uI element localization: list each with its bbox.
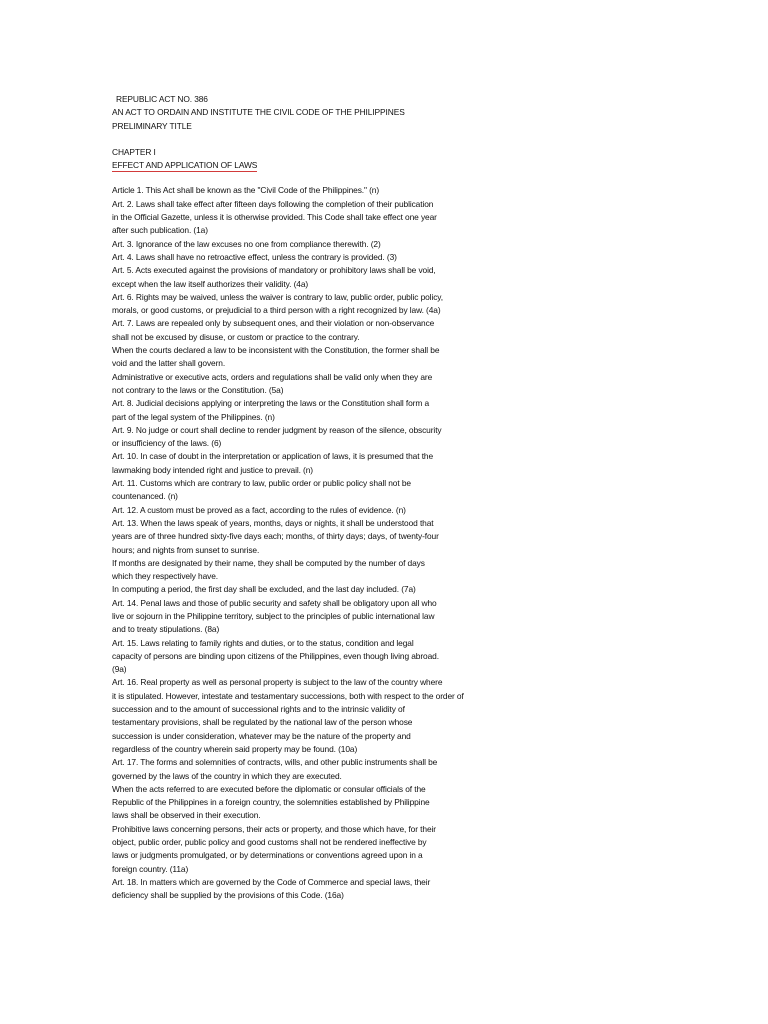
chapter-label: CHAPTER I <box>112 146 156 157</box>
text-line: or insufficiency of the laws. (6) <box>112 438 222 449</box>
text-line: governed by the laws of the country in which they are executed. <box>112 770 342 781</box>
text-line: except when the law itself authorizes their validity. (4a) <box>112 278 309 289</box>
text-line: after such publication. (1a) <box>112 225 208 236</box>
text-line: Prohibitive laws concerning persons, their acts or property, and those which have, for their <box>112 823 436 834</box>
text-line: years are of three hundred sixty-five days each; months, of thirty days; days, of twenty-four <box>112 531 439 542</box>
text-line: morals, or good customs, or prejudicial to a third person with a right recognized by law. (4a) <box>112 305 441 316</box>
text-line: Art. 7. Laws are repealed only by subsequent ones, and their violation or non-observance <box>112 318 435 329</box>
text-line: Art. 17. The forms and solemnities of contracts, wills, and other public instruments shall be <box>112 757 438 768</box>
text-line: object, public order, public policy and good customs shall not be rendered ineffective by <box>112 837 427 848</box>
text-line: capacity of persons are binding upon citizens of the Philippines, even though living abroad. <box>112 650 439 661</box>
text-line: Article 1. This Act shall be known as the "Civil Code of the Philippines." (n) <box>112 185 380 196</box>
text-line: Art. 9. No judge or court shall decline to render judgment by reason of the silence, obscurity <box>112 424 442 435</box>
act-title: AN ACT TO ORDAIN AND INSTITUTE THE CIVIL CODE OF THE PHILIPPINES <box>112 107 405 118</box>
text-line: If months are designated by their name, they shall be computed by the number of days <box>112 557 425 568</box>
text-line: succession is under consideration, whatever may be the nature of the property and <box>112 730 411 741</box>
text-line: Art. 14. Penal laws and those of public security and safety shall be obligatory upon all who <box>112 597 437 608</box>
text-line: When the courts declared a law to be inconsistent with the Constitution, the former shall be <box>112 345 440 356</box>
text-line: and to treaty stipulations. (8a) <box>112 624 220 635</box>
act-number: REPUBLIC ACT NO. 386 <box>116 94 208 104</box>
text-line: in the Official Gazette, unless it is otherwise provided. This Code shall take effect one year <box>112 212 437 223</box>
text-line: deficiency shall be supplied by the provisions of this Code. (16a) <box>112 890 344 901</box>
text-line: succession and to the amount of successional rights and to the intrinsic validity of <box>112 704 405 715</box>
text-line: not contrary to the laws or the Constitution. (5a) <box>112 384 284 395</box>
text-line: Art. 8. Judicial decisions applying or interpreting the laws or the Constitution shall form a <box>112 398 430 409</box>
text-line: testamentary provisions, shall be regulated by the national law of the person whose <box>112 717 413 728</box>
text-line: which they respectively have. <box>112 571 219 582</box>
text-line: Art. 16. Real property as well as personal property is subject to the law of the country where <box>112 677 443 688</box>
text-line: Art. 10. In case of doubt in the interpretation or application of laws, it is presumed that the <box>112 451 434 462</box>
text-line: Republic of the Philippines in a foreign country, the solemnities established by Philippine <box>112 797 430 808</box>
text-line: Art. 11. Customs which are contrary to law, public order or public policy shall not be <box>112 478 411 489</box>
text-line: Art. 6. Rights may be waived, unless the waiver is contrary to law, public order, public policy, <box>112 291 443 302</box>
text-line: Art. 2. Laws shall take effect after fifteen days following the completion of their publication <box>112 198 434 209</box>
document-page <box>112 93 482 903</box>
text-line: Art. 13. When the laws speak of years, months, days or nights, it shall be understood that <box>112 517 434 528</box>
text-line: Art. 12. A custom must be proved as a fact, according to the rules of evidence. (n) <box>112 504 406 515</box>
article-text <box>112 184 482 902</box>
text-line: regardless of the country wherein said property may be found. (10a) <box>112 743 358 754</box>
text-line: When the acts referred to are executed before the diplomatic or consular officials of the <box>112 783 426 794</box>
text-line: Art. 18. In matters which are governed by the Code of Commerce and special laws, their <box>112 876 431 887</box>
text-line: void and the latter shall govern. <box>112 358 226 369</box>
text-line: part of the legal system of the Philippines. (n) <box>112 411 275 422</box>
text-line: (9a) <box>112 664 127 675</box>
text-line: it is stipulated. However, intestate and testamentary successions, both with respect to the order of <box>112 690 464 701</box>
text-line: Art. 4. Laws shall have no retroactive effect, unless the contrary is provided. (3) <box>112 251 397 262</box>
text-line: hours; and nights from sunset to sunrise. <box>112 544 260 555</box>
text-line: Art. 5. Acts executed against the provisions of mandatory or prohibitory laws shall be void, <box>112 265 436 276</box>
text-line: foreign country. (11a) <box>112 863 189 874</box>
text-line: Administrative or executive acts, orders and regulations shall be valid only when they are <box>112 371 433 382</box>
chapter-heading: EFFECT AND APPLICATION OF LAWS <box>112 160 258 171</box>
text-line: In computing a period, the first day shall be excluded, and the last day included. (7a) <box>112 584 416 595</box>
text-line: laws or judgments promulgated, or by determinations or conventions agreed upon in a <box>112 850 423 861</box>
text-line: shall not be excused by disuse, or custom or practice to the contrary. <box>112 331 360 342</box>
text-line: Art. 3. Ignorance of the law excuses no one from compliance therewith. (2) <box>112 238 381 249</box>
text-line: Art. 15. Laws relating to family rights and duties, or to the status, condition and legal <box>112 637 414 648</box>
text-line: laws shall be observed in their execution. <box>112 810 261 821</box>
text-line: live or sojourn in the Philippine territory, subject to the principles of public international law <box>112 610 435 621</box>
text-line: lawmaking body intended right and justice to prevail. (n) <box>112 464 313 475</box>
text-line: countenanced. (n) <box>112 491 178 502</box>
preliminary-title: PRELIMINARY TITLE <box>112 120 192 131</box>
